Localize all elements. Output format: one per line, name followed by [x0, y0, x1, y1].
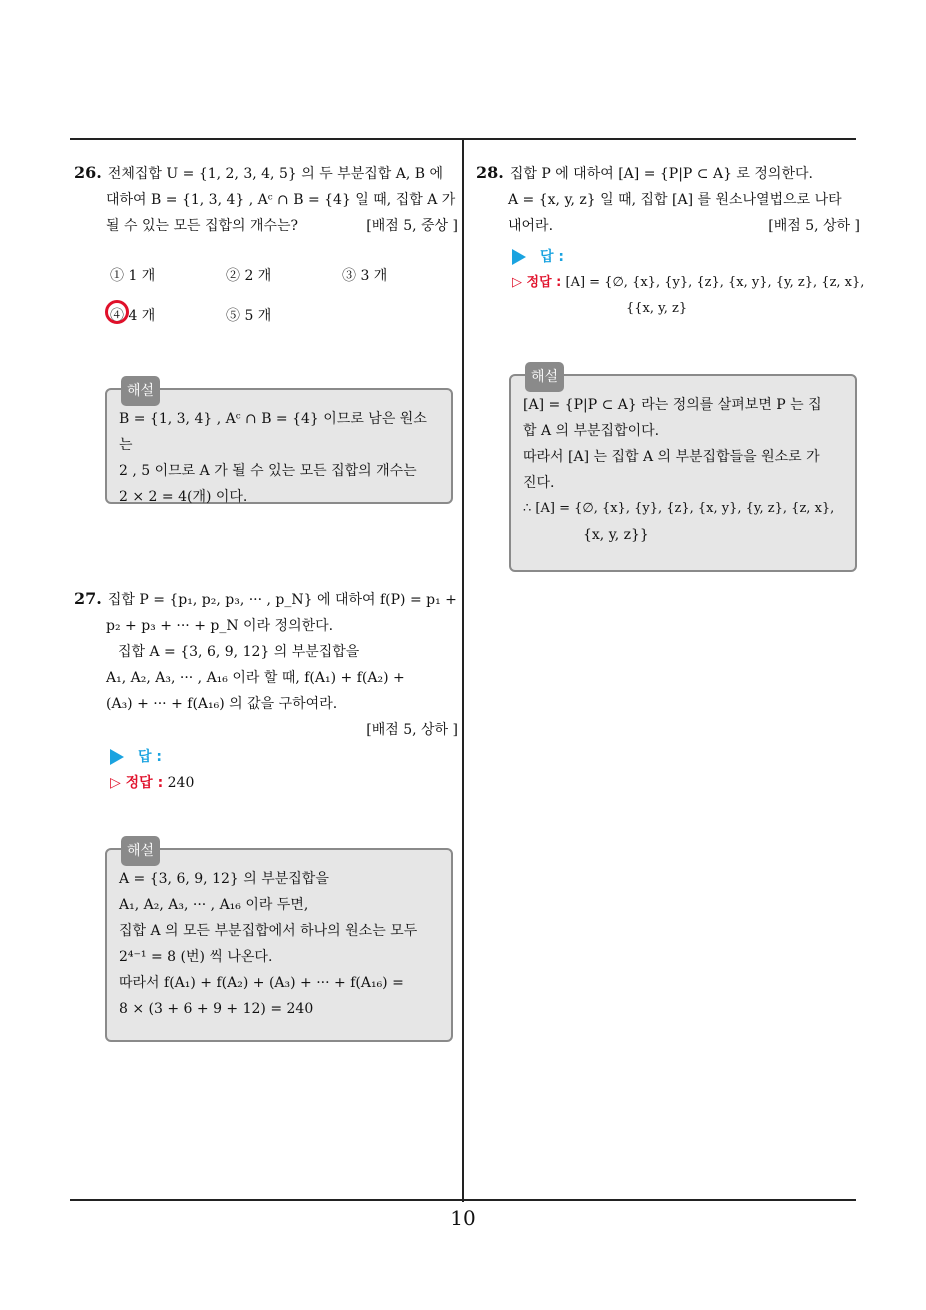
question-28-line1: 28. 집합 P 에 대하여 [A] = {P|P ⊂ A} 로 정의한다. — [476, 163, 813, 182]
solution-line: 진다. — [523, 475, 555, 491]
selected-circle-mark — [105, 300, 129, 324]
solution-line: A = {3, 6, 9, 12} 의 부분집합을 — [119, 871, 329, 887]
solution-line: [A] = {P|P ⊂ A} 라는 정의를 살펴보면 P 는 집 — [523, 397, 822, 413]
choice-2[interactable]: ② 2 개 — [226, 268, 272, 284]
score-label: [배점 5, 중상 ] — [366, 218, 458, 234]
question-27 — [74, 586, 458, 743]
score-label: [배점 5, 상하 ] — [366, 722, 458, 738]
score-label: [배점 5, 상하 ] — [768, 218, 860, 234]
question-28-line3: 내어라. [배점 5, 상하 ] — [476, 213, 860, 239]
question-number: 28. — [476, 163, 504, 182]
solution-line: 2⁴⁻¹ = 8 (번) 씩 나온다. — [119, 949, 273, 965]
answer-label: 답 : — [138, 749, 162, 765]
choice-4-selected[interactable]: ④ 4 개 — [110, 305, 155, 325]
correct-answer-continuation: {{x, y, z} — [626, 301, 688, 316]
solution-tag: 해설 — [121, 836, 160, 866]
question-number: 26. — [74, 163, 102, 182]
question-27-line5: (A₃) + ··· + f(A₁₆) 의 값을 구하여라. — [106, 696, 338, 712]
solution-line: 2 , 5 이므로 A 가 될 수 있는 모든 집합의 개수는 — [119, 463, 417, 479]
choice-3[interactable]: ③ 3 개 — [342, 268, 388, 284]
question-number: 27. — [74, 589, 102, 608]
solution-line: 집합 A 의 모든 부분집합에서 하나의 원소는 모두 — [119, 923, 418, 939]
choice-1[interactable]: ① 1 개 — [110, 268, 156, 284]
column-divider — [462, 140, 464, 1202]
solution-line: 8 × (3 + 6 + 9 + 12) = 240 — [119, 1001, 314, 1017]
solution-line: 합 A 의 부분집합이다. — [523, 423, 660, 439]
correct-answer-line — [512, 270, 892, 296]
play-triangle-icon — [512, 249, 526, 265]
answer-label: 답 : — [540, 249, 564, 265]
answer-area-27 — [110, 744, 450, 796]
choice-5[interactable]: ⑤ 5 개 — [226, 308, 272, 324]
answer-line — [110, 744, 450, 770]
question-26-line2: 대하여 B = {1, 3, 4} , Aᶜ ∩ B = {4} 일 때, 집합 A 가 — [106, 192, 456, 208]
bottom-rule — [70, 1199, 856, 1201]
solution-line: 2 × 2 = 4(개) 이다. — [119, 489, 248, 505]
solution-line: 따라서 [A] 는 집합 A 의 부분집합들을 원소로 가 — [523, 449, 820, 465]
page-number: 10 — [450, 1206, 476, 1230]
correct-answer-value: 240 — [167, 775, 195, 791]
question-27-line1: 27. 집합 P = {p₁, p₂, p₃, ··· , p_N} 에 대하여 f(P) = p₁ + — [74, 589, 457, 608]
solution-box-28 — [509, 369, 857, 572]
question-27-line3: 집합 A = {3, 6, 9, 12} 의 부분집합을 — [118, 644, 360, 660]
question-28-line2: A = {x, y, z} 일 때, 집합 [A] 를 원소나열법으로 나타 — [508, 192, 842, 208]
answer-area-28 — [512, 244, 892, 322]
solution-tag: 해설 — [121, 376, 160, 406]
solution-box-27 — [105, 843, 453, 1042]
correct-answer-line — [110, 770, 450, 796]
answer-line — [512, 244, 892, 270]
solution-line: ∴ [A] = {∅, {x}, {y}, {z}, {x, y}, {y, z}, {z, x}, — [523, 501, 835, 516]
solution-box-26 — [105, 383, 453, 505]
question-28 — [476, 160, 860, 239]
solution-tag: 해설 — [525, 362, 564, 392]
answer-choices-26 — [110, 265, 450, 345]
solution-line: {x, y, z}} — [583, 527, 649, 543]
correct-answer-value: [A] = {∅, {x}, {y}, {z}, {x, y}, {y, z}, {z, x}, — [565, 275, 865, 290]
play-triangle-icon — [110, 749, 124, 765]
solution-line: B = {1, 3, 4} , Aᶜ ∩ B = {4} 이므로 남은 원소는 — [119, 411, 427, 453]
question-26-line3: 될 수 있는 모든 집합의 개수는? [배점 5, 중상 ] — [74, 213, 458, 239]
correct-answer-label: ▷ 정답 : — [512, 275, 562, 290]
question-26 — [74, 160, 458, 239]
solution-line: A₁, A₂, A₃, ··· , A₁₆ 이라 두면, — [119, 897, 309, 913]
question-27-line4: A₁, A₂, A₃, ··· , A₁₆ 이라 할 때, f(A₁) + f(A₂) + — [106, 670, 405, 686]
question-26-line1: 26. 전체집합 U = {1, 2, 3, 4, 5} 의 두 부분집합 A, B 에 — [74, 163, 443, 182]
question-27-line2: p₂ + p₃ + ··· + p_N 이라 정의한다. — [106, 618, 334, 634]
solution-line: 따라서 f(A₁) + f(A₂) + (A₃) + ··· + f(A₁₆) = — [119, 975, 404, 991]
correct-answer-label: ▷ 정답 : — [110, 775, 164, 791]
